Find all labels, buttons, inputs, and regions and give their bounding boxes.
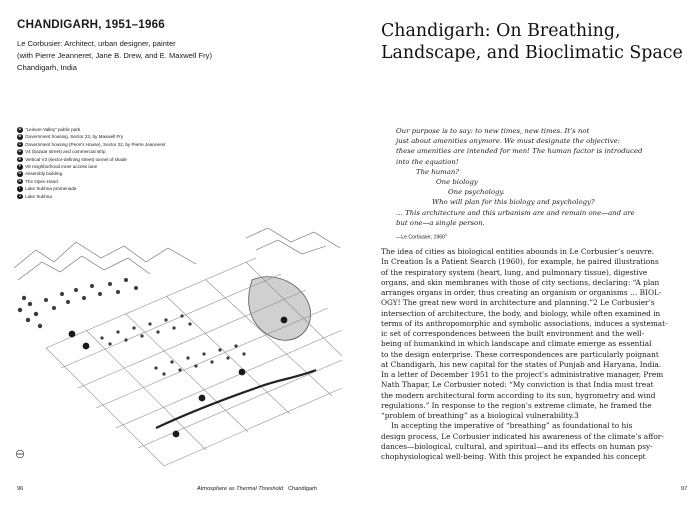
legend-text: Lake Sukhna promenade bbox=[25, 186, 77, 192]
legend-key: I bbox=[17, 186, 23, 192]
legend-text: Government housing, Sector 23, by Maxwell Fry bbox=[25, 134, 124, 140]
right-page bbox=[352, 0, 700, 509]
legend-key: H bbox=[18, 178, 22, 183]
legend-text: Government housing (Peon’s House), Sector 22, by Pierre Jeanneret bbox=[25, 141, 166, 147]
body-line: terms of its anthropomorphic and symbolic associations, induces a systemat- bbox=[381, 318, 668, 328]
chandigarh-axonometric-drawing bbox=[6, 228, 346, 478]
page-number-left: 96 bbox=[17, 486, 24, 492]
body-line: OGY! The great new word in architecture and planning.”2 Le Corbusier’s bbox=[381, 298, 655, 308]
legend-text: Lake Sukhna bbox=[25, 193, 52, 199]
epigraph-line: Our purpose is to say: to new times, new times. It’s not bbox=[396, 127, 590, 135]
epigraph-line: just about amenities anymore. We must designate the objective: bbox=[396, 137, 620, 146]
legend-item bbox=[17, 178, 317, 185]
body-line: arranges organs in order, thus creating an organism or organisms … BIOL- bbox=[381, 288, 662, 297]
body-line: at Chandigarh, his new capital for the states of Punjab and Haryana, India. bbox=[381, 359, 662, 369]
epigraph-line: these amenities are intended for men! The human factor is introduced bbox=[396, 147, 643, 156]
body-line: ic set of correspondences between the built environment and the well- bbox=[381, 329, 645, 338]
legend-item bbox=[17, 148, 317, 155]
legend-text: V4 (bazaar street) and commercial strip bbox=[25, 149, 106, 155]
epigraph bbox=[396, 126, 686, 243]
body-line: regulations.” In response to the region’s extreme climate, he framed the bbox=[381, 400, 652, 410]
body-line: being of humankind in which landscape and climate emerge as essential bbox=[381, 339, 652, 349]
footnote-marker: 1 bbox=[445, 233, 448, 238]
credit-line: (with Pierre Jeanneret, Jane B. Drew, and E. Maxwell Fry) bbox=[17, 51, 212, 60]
page-number-right: 97 bbox=[681, 486, 688, 492]
legend-key: C bbox=[18, 141, 22, 146]
body-line: In Creation Is a Patient Search (1960), for example, he paired illustrations bbox=[381, 257, 659, 267]
running-head bbox=[197, 486, 317, 492]
legend-key: J bbox=[18, 193, 21, 198]
epigraph-line: Who will plan for this biology and psychology? bbox=[432, 198, 595, 207]
body-text bbox=[381, 247, 693, 462]
left-page-title: CHANDIGARH, 1951–1966 bbox=[17, 18, 165, 31]
body-line: organs, and skin membranes with those of city sections, declaring: “A plan bbox=[381, 277, 660, 287]
legend-item bbox=[17, 163, 317, 170]
body-line: In accepting the imperative of “breathing” as foundational to his bbox=[391, 421, 633, 431]
legend-item bbox=[17, 133, 317, 140]
legend-text: Vertical V3 (sector-defining street) tunnel of shade bbox=[25, 156, 127, 162]
legend-item bbox=[17, 170, 317, 177]
legend-key: G bbox=[18, 171, 22, 176]
epigraph-line: The human? bbox=[416, 167, 459, 176]
legend-key: F bbox=[18, 163, 21, 168]
epigraph-attribution-text: —Le Corbusier, 1960 bbox=[396, 234, 446, 241]
legend-item bbox=[17, 185, 317, 192]
legend-key: D bbox=[18, 149, 22, 154]
body-line: the modern architectural form according to its sun, hygrometry and wind bbox=[381, 390, 656, 400]
body-line: In a letter of December 1951 to the project’s administrative manager, Prem bbox=[381, 370, 664, 379]
legend-text: “Leisure Valley” public park bbox=[25, 127, 81, 132]
body-line: Nath Thapar, Le Corbusier noted: “My conviction is that India must treat bbox=[381, 380, 654, 390]
legend-key: B bbox=[18, 134, 22, 139]
legend-item bbox=[17, 141, 317, 148]
legend-text: The Open Hand bbox=[25, 178, 58, 184]
legend-text: Assembly building bbox=[25, 171, 63, 177]
credit-line: Le Corbusier: Architect, urban designer, painter bbox=[17, 39, 176, 48]
epigraph-line: One biology bbox=[436, 178, 478, 187]
running-head-section: Chandigarh bbox=[288, 486, 318, 492]
epigraph-attribution bbox=[396, 230, 686, 243]
body-line: to the design enterprise. These correspondences are particularly poignant bbox=[381, 349, 659, 359]
chapter-title bbox=[381, 20, 691, 64]
body-line: design process, Le Corbusier indicated his awareness of the climate’s affor- bbox=[381, 431, 664, 441]
body-line: of the respiratory system (heart, lung, and pulmonary tissue), digestive bbox=[381, 267, 648, 277]
legend-key: A bbox=[18, 126, 22, 131]
legend-item bbox=[17, 193, 317, 200]
body-line: The idea of cities as biological entities abounds in Le Corbusier’s oeuvre. bbox=[381, 247, 655, 256]
chapter-title-line: Landscape, and Bioclimatic Space bbox=[381, 43, 683, 63]
credit-line: Chandigarh, India bbox=[17, 63, 77, 72]
legend-item bbox=[17, 156, 317, 163]
epigraph-line: … This architecture and this urbanism are and remain one—and are bbox=[396, 208, 635, 217]
body-line: intersection of architecture, the body, and biology, while often examined in bbox=[381, 308, 661, 318]
legend-key: E bbox=[18, 156, 21, 161]
body-line: dances—biological, cultural, and spiritual—and its effects on human psy- bbox=[381, 441, 653, 451]
body-line: “problem of breathing” as a biological vulnerability.3 bbox=[381, 411, 579, 420]
chapter-title-line: Chandigarh: On Breathing, bbox=[381, 21, 621, 41]
running-head-title: Atmosphere as Thermal Threshold bbox=[197, 486, 284, 492]
epigraph-line: but one—a single person. bbox=[396, 218, 485, 227]
project-credits bbox=[17, 38, 337, 74]
map-legend bbox=[17, 126, 317, 200]
legend-item bbox=[17, 126, 317, 133]
body-line: chophysiological well-being. With this project he expanded his concept bbox=[381, 452, 646, 461]
legend-text: V8 neighborhood inner access lane bbox=[25, 164, 98, 170]
epigraph-line: into the equation! bbox=[396, 157, 459, 166]
epigraph-line: One psychology. bbox=[448, 188, 505, 197]
